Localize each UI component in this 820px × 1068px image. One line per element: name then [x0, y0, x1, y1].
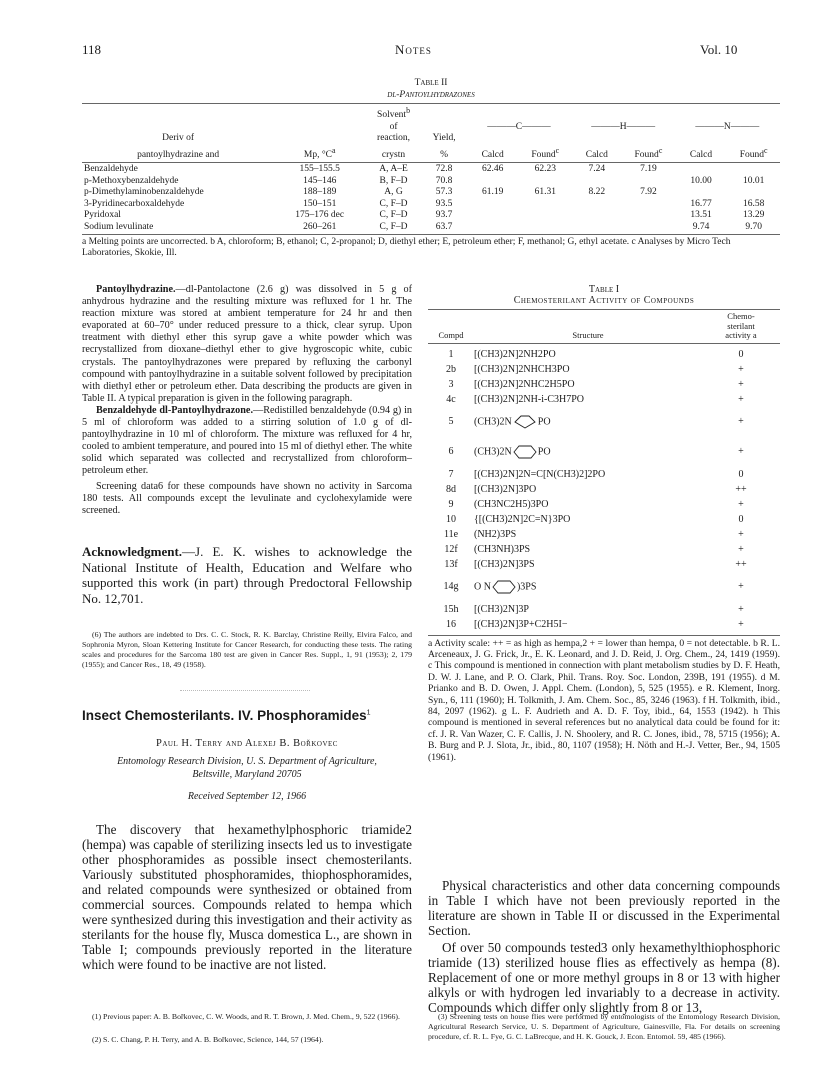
activity-value: + — [738, 378, 744, 390]
head-yield-2: % — [440, 149, 449, 160]
head-mp: Mp, $^\circ C^a$ — [303, 145, 336, 160]
table-1-grid — [428, 312, 780, 632]
structure-formula — [474, 377, 702, 392]
activity-value: + — [738, 543, 744, 555]
activity-value: + — [738, 498, 744, 510]
structure-formula — [474, 347, 702, 362]
affiliation-line-1: Entomology Research Division, U. S. Department of Agriculture, — [117, 756, 377, 767]
group-c: ———C——— — [487, 121, 551, 132]
table-row — [428, 497, 780, 512]
compd-number: 16 — [446, 618, 456, 630]
compd-number: 4c — [446, 393, 456, 405]
structure-formula — [474, 467, 702, 482]
table-row — [428, 617, 780, 632]
structure-text: O N — [474, 580, 491, 592]
table-row: Sodium levulinate 260–261 C, F–D 63.7 9.74 9.70 — [84, 221, 762, 232]
compd-number: 9 — [448, 498, 454, 510]
structure-text: [(CH3)2N]2NH2PO — [474, 348, 556, 360]
structure-formula — [474, 542, 702, 557]
head-reaction: reaction, — [377, 133, 411, 144]
structure-formula — [474, 497, 702, 512]
table-1-footnotes: a Activity scale: ++ = as high as hempa,2 + = lower than hempa, 0 = not detectable. b R. L. Arceneaux, J. G. Frick, Jr., E. K. Leonard, and J. D. Reid, J. Org. Chem., 24, 1419 (1959). c This compound is mentioned in connection with plant metabolism studies by D. F. Heath, D. W. J. Lane, and P. O. Clark, Phil. Trans. Roy. Soc. London, 239B, 191 (1955). d M. Prianko and B. D. Owen, J. Appl. Chem. (London), 5, 525 (1955). e R. Klement, Inorg. Syn., 6, 111 (1960); H. Tolkmith, J. Am. Chem. Soc., 85, 3246 (1963). f H. Tolkmith, ibid., 84, 2097 (1962). g L. F. Audrieth and A. D. F. Toy, ibid., 64, 1553 (1942). h This compound is mentioned in several references but no analytical data could be found for it: cf. J. R. Van Wazer, C. F. Callis, J. N. Shoolery, and R. C. Jones, ibid., 78, 5715 (1956); A. B. Burg and P. J. Slota, Jr., ibid., 80, 1107 (1958); H. Nöth and H.-J. Vetter, Ber., 94, 1505 (1961). — [428, 637, 780, 763]
acknowledgment: Acknowledgment.—J. E. K. wishes to acknowledge the National Institute of Health, Education and Welfare who supported this work (in part) through Predoctoral Fellowship No. 12,701. — [82, 544, 412, 606]
compd-number: 1 — [448, 348, 454, 360]
structure-text: (CH3)2N — [474, 445, 512, 457]
head-c-found: Found$^c$ — [531, 145, 560, 160]
structure-formula — [474, 602, 702, 617]
activity-value: 0 — [738, 513, 744, 525]
head-structure: Structure — [572, 330, 604, 340]
activity-value: 0 — [738, 468, 744, 480]
structure-formula — [474, 407, 702, 437]
structure-text: (CH3NC2H5)3PO — [474, 498, 549, 510]
table-2 — [82, 78, 780, 259]
structure-tail: PO — [537, 415, 551, 427]
article-title: Insect Chemosterilants. IV. Phosphoramides$^1$ — [82, 708, 371, 723]
footnote-2: (2) S. C. Chang, P. H. Terry, and A. B. Bořkovec, Science, 144, 57 (1964). — [92, 1035, 324, 1044]
footnote-1: (1) Previous paper: A. B. Bořkovec, C. W. Woods, and R. T. Brown, J. Med. Chem., 9, 522 (1966). — [92, 1012, 400, 1021]
structure-text: {[(CH3)2N]2C=N}3PO — [474, 513, 571, 525]
activity-value: + — [738, 363, 744, 375]
compd-number: 10 — [446, 513, 456, 525]
table-row — [428, 542, 780, 557]
table-2-footnote: a Melting points are uncorrected. b A, chloroform; B, ethanol; C, 2-propanol; D, diethyl ether; E, petroleum ether; F, methanol; G, ethyl acetate. c Analyses by Micro Tech Laboratories, Skokie, Ill. — [82, 237, 731, 259]
compd-number: 8d — [446, 483, 456, 495]
activity-value: ++ — [735, 483, 747, 495]
structure-text: (NH2)3PS — [474, 528, 517, 540]
compd-number: 11e — [443, 528, 459, 540]
compd-number: 2b — [446, 363, 456, 375]
affiliation-line-2: Beltsville, Maryland 20705 — [192, 769, 302, 780]
structure-tail: PO — [537, 445, 551, 457]
structure-text: [(CH3)2N]2NHCH3PO — [474, 363, 570, 375]
table-row — [428, 602, 780, 617]
table-1 — [428, 284, 780, 763]
compd-number: 3 — [448, 378, 454, 390]
authors: Paul H. Terry and Alexej B. Bořkovec — [156, 738, 338, 749]
activity-value: + — [738, 393, 744, 405]
head-h-calcd: Calcd — [585, 149, 608, 160]
structure-text: (CH3NH)3PS — [474, 543, 531, 555]
head-c-calcd: Calcd — [481, 149, 504, 160]
structure-text: (CH3)2N — [474, 415, 512, 427]
table-2-title: dl-Pantoylhydrazones — [387, 89, 475, 100]
table-row — [428, 392, 780, 407]
head-yield-1: Yield, — [432, 133, 456, 144]
table-1-body — [428, 347, 780, 632]
table-1-label: Table I — [588, 284, 620, 295]
running-title: Notes — [395, 42, 432, 57]
structure-text: [(CH3)2N]2N=C[N(CH3)2]2PO — [474, 468, 606, 480]
compd-number: 6 — [448, 446, 454, 457]
table-row — [428, 347, 780, 362]
activity-value: + — [738, 581, 744, 592]
table-top-rule — [82, 103, 780, 104]
structure-formula — [474, 557, 702, 572]
right-paragraph-2: Of over 50 compounds tested3 only hexamethylthiophosphoric triamide (13) sterilized house flies as effectively as hempa (8). Replacement of one or more methyl groups in 8 or 13 with higher alkyls or with hydrogen led invariably to a decrease in activity. Compounds which differ only slightly from 8 or 13, — [428, 940, 780, 1015]
structure-formula — [474, 512, 702, 527]
head-deriv-2: pantoylhydrazine and — [137, 149, 220, 160]
head-deriv-1: Deriv of — [162, 133, 195, 144]
screening-paragraph: Screening data6 for these compounds have shown no activity in Sarcoma 180 tests. All compounds except the levulinate and cyclohexylamide were screened. — [82, 480, 412, 516]
compd-number: 12f — [444, 543, 458, 555]
head-cryst: crystn — [381, 149, 406, 160]
compd-number: 13f — [444, 558, 458, 570]
piperidine-ring-icon — [512, 446, 538, 457]
compd-number: 15h — [443, 603, 459, 615]
table-row: 3-Pyridinecarboxaldehyde 150–151 C, F–D 93.5 16.77 16.58 — [84, 198, 765, 209]
structure-text: [(CH3)2N]3P+C2H5I− — [474, 618, 568, 630]
head-activity-1: Chemo- — [727, 311, 755, 321]
structure-formula — [474, 437, 702, 467]
structure-text: [(CH3)2N]3P — [474, 603, 529, 615]
morpholine-ring-icon — [491, 581, 517, 592]
table-row — [428, 407, 780, 437]
table-row — [428, 527, 780, 542]
table-1-title: Chemosterilant Activity of Compounds — [513, 295, 695, 306]
head-n-calcd: Calcd — [689, 149, 713, 160]
structure-formula — [474, 482, 702, 497]
head-compd: Compd — [438, 330, 464, 340]
table-row — [428, 482, 780, 497]
activity-value: ++ — [735, 558, 747, 570]
structure-text: [(CH3)2N]3PS — [474, 558, 535, 570]
structure-text: [(CH3)2N]2NH-i-C3H7PO — [474, 393, 584, 405]
activity-value: + — [738, 446, 744, 457]
structure-formula — [474, 617, 702, 632]
table-row — [428, 377, 780, 392]
footnote-6: (6) The authors are indebted to Drs. C. C. Stock, R. K. Barclay, Christine Reilly, Elvira Falco, and Sophronia Myron, Sloan Kettering Institute for Cancer Research, for conducting these tests. The rating scales and procedures for the Sarcoma 180 test are given in Cancer Res. Suppl., 1, 91 (1953); 2, 179 (1955); and Cancer Res., 18, 49 (1958). — [82, 630, 412, 669]
head-h-found: Found$^c$ — [634, 145, 663, 160]
compd-number: 5 — [448, 416, 454, 427]
intro-paragraph: The discovery that hexamethylphosphoric triamide2 (hempa) was capable of sterilizing insects led us to investigate other phosphoramides as possible insect chemosterilants. Variously substituted phosphoramides, thiophosphoramides, and related compounds were synthesized or obtained from commercial sources. Compounds related to hempa which were synthesized during this investigation and their activity as sterilants for the house fly, Musca domestica L., are shown in Table I; compounds previously reported in the literature which were found to be inactive are not listed. — [82, 822, 412, 972]
table-row — [428, 362, 780, 377]
table-row — [428, 572, 780, 602]
table-row — [428, 557, 780, 572]
group-n: ———N——— — [695, 121, 760, 132]
head-activity-3: activity a — [725, 330, 757, 340]
activity-value: 0 — [738, 348, 744, 360]
table-row: p-Methoxybenzaldehyde 145–146 B, F–D 70.8 10.00 10.01 — [84, 175, 765, 186]
head-of: of — [389, 121, 398, 132]
table-row: Benzaldehyde 155–155.5 A, A–E 72.8 62.46 62.23 7.24 7.19 — [84, 164, 657, 175]
table-row — [428, 437, 780, 467]
left-experimental — [82, 284, 412, 517]
activity-value: + — [738, 528, 744, 540]
volume-label: Vol. 10 — [700, 42, 738, 57]
right-paragraph-1: Physical characteristics and other data concerning compounds in Table I which have not been previously reported in the literature are shown in Table II or discussed in the Experimental Section. — [428, 878, 780, 938]
table-2-grid — [82, 105, 780, 233]
structure-formula — [474, 527, 702, 542]
benzaldehyde-paragraph: Benzaldehyde dl-Pantoylhydrazone.—Redistilled benzaldehyde (0.94 g) in 5 ml of chloroform was added to a stirring solution of 1.0 g of dl-pantoylhydrazine in 10 ml of chloroform. The mixture was refluxed for 4 hr, cooled to ambient temperature, and poured into 15 ml of diethyl ether. The white solid which separated was collected and recrystallized from chloroform–petroleum ether. — [82, 404, 412, 477]
table-row — [428, 512, 780, 527]
head-solvent: Solvent$^b$ — [377, 106, 411, 121]
activity-value: + — [738, 603, 744, 615]
table-row: p-Dimethylaminobenzaldehyde 188–189 A, G 57.3 61.19 61.31 8.22 7.92 — [84, 187, 657, 198]
table-row: Pyridoxal 175–176 dec C, F–D 93.7 13.51 13.29 — [84, 210, 765, 221]
received-date: Received September 12, 1966 — [187, 791, 307, 802]
table-row — [428, 467, 780, 482]
pyrrolidine-ring-icon — [512, 416, 538, 427]
structure-formula — [474, 572, 702, 602]
head-activity-2: sterilant — [727, 320, 755, 331]
structure-tail: )3PS — [516, 580, 537, 592]
activity-value: + — [738, 618, 744, 630]
compd-number: 14g — [443, 581, 459, 592]
structure-formula — [474, 362, 702, 377]
head-n-found: Found$^c$ — [739, 145, 768, 160]
footnote-3: (3) Screening tests on house flies were performed by entomologists of the Entomology Research Division, Agricultural Research Service, U. S. Department of Agriculture, Gainesville, Fla. For details on screening procedure, cf. R. L. Fye, G. C. LaBrecque, and H. K. Gouck, J. Econ. Entomol. 59, 485 (1966). — [428, 1012, 780, 1041]
structure-text: [(CH3)2N]2NHC2H5PO — [474, 378, 575, 390]
table-2-label: Table II — [414, 78, 448, 88]
activity-value: + — [738, 416, 744, 427]
group-h: ———H——— — [591, 121, 656, 132]
compd-number: 7 — [448, 468, 454, 480]
structure-text: [(CH3)2N]3PO — [474, 483, 537, 495]
structure-formula — [474, 392, 702, 407]
page-number: 118 — [82, 42, 102, 57]
pantoylhydrazine-paragraph: Pantoylhydrazine.—dl-Pantolactone (2.6 g) was dissolved in 5 g of anhydrous hydrazine and the resulting mixture was refluxed for 1 hr. The reaction mixture was stored at ambient temperature for 24 hr and then evaporated at 60–70° under reduced pressure to a thick, clear syrup. Upon treatment with diethyl ether this syrup gave a white powder which was recrystallized from dioxane–diethyl ether to give hygroscopic white, cubic crystals. The pantoylhydrazones were prepared by refluxing the carbonyl compound with pantoylhydrazine in a suitable solvent followed by precipitation with diethyl ether or petroleum ether. Data describing the products are given in Table II. A typical preparation is given in the following paragraph. — [82, 284, 412, 404]
section-divider — [180, 690, 310, 691]
